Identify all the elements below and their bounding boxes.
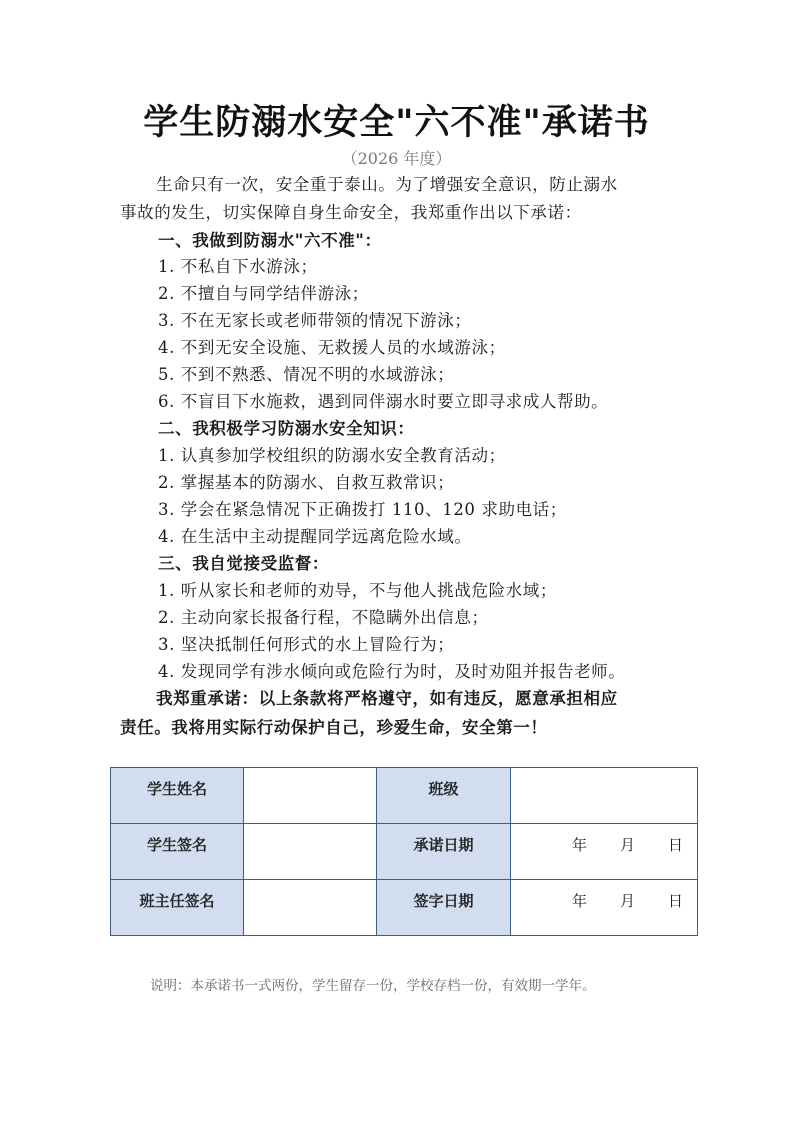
section1-item-2: 2. 不擅自与同学结伴游泳； bbox=[158, 284, 369, 303]
pledge-line-1: 我郑重承诺：以上条款将严格遵守，如有违反，愿意承担相应 bbox=[156, 689, 618, 708]
pledge-date-label: 承诺日期 bbox=[377, 824, 511, 880]
intro-line-2: 事故的发生，切实保障自身生命安全，我郑重作出以下承诺： bbox=[120, 203, 582, 222]
table-row bbox=[111, 824, 698, 880]
section1-item-5: 5. 不到不熟悉、情况不明的水域游泳； bbox=[158, 365, 455, 384]
class-field[interactable] bbox=[511, 768, 698, 824]
section3-item-1: 1. 听从家长和老师的劝导，不与他人挑战危险水域； bbox=[158, 581, 557, 600]
day-unit: 日 bbox=[668, 892, 684, 910]
section1-item-1: 1. 不私自下水游泳； bbox=[158, 257, 318, 276]
year-unit: 年 bbox=[572, 892, 588, 910]
section1-item-3: 3. 不在无家长或老师带领的情况下游泳； bbox=[158, 311, 472, 330]
day-unit: 日 bbox=[668, 836, 684, 854]
signature-table bbox=[110, 767, 698, 936]
section2-item-1: 1. 认真参加学校组织的防溺水安全教育活动； bbox=[158, 446, 506, 465]
intro-line-1: 生命只有一次，安全重于泰山。为了增强安全意识，防止溺水 bbox=[156, 175, 618, 194]
section1-item-4: 4. 不到无安全设施、无救援人员的水域游泳； bbox=[158, 338, 506, 357]
section2-item-4: 4. 在生活中主动提醒同学远离危险水域。 bbox=[158, 527, 472, 546]
student-name-label: 学生姓名 bbox=[111, 768, 244, 824]
student-signature-field[interactable] bbox=[244, 824, 377, 880]
sign-date-label: 签字日期 bbox=[377, 880, 511, 936]
class-label: 班级 bbox=[377, 768, 511, 824]
section3-item-4: 4. 发现同学有涉水倾向或危险行为时，及时劝阻并报告老师。 bbox=[158, 662, 626, 681]
pledge-date-field[interactable] bbox=[511, 824, 698, 880]
month-unit: 月 bbox=[620, 892, 636, 910]
sign-date-field[interactable] bbox=[511, 880, 698, 936]
student-signature-label: 学生签名 bbox=[111, 824, 244, 880]
table-row bbox=[111, 880, 698, 936]
student-name-field[interactable] bbox=[244, 768, 377, 824]
month-unit: 月 bbox=[620, 836, 636, 854]
section3-heading: 三、我自觉接受监督： bbox=[158, 554, 329, 573]
year-unit: 年 bbox=[572, 836, 588, 854]
section2-heading: 二、我积极学习防溺水安全知识： bbox=[158, 419, 415, 438]
section1-heading: 一、我做到防溺水"六不准"： bbox=[158, 231, 382, 250]
section3-item-2: 2. 主动向家长报备行程，不隐瞒外出信息； bbox=[158, 608, 489, 627]
section2-item-3: 3. 学会在紧急情况下正确拨打 110、120 求助电话； bbox=[158, 500, 567, 519]
footer-note: 说明：本承诺书一式两份，学生留存一份，学校存档一份，有效期一学年。 bbox=[150, 978, 596, 994]
table-row bbox=[111, 768, 698, 824]
teacher-signature-field[interactable] bbox=[244, 880, 377, 936]
document-year: （2026 年度） bbox=[341, 149, 452, 168]
teacher-signature-label: 班主任签名 bbox=[111, 880, 244, 936]
pledge-line-2: 责任。我将用实际行动保护自己，珍爱生命，安全第一！ bbox=[120, 718, 548, 737]
section3-item-3: 3. 坚决抵制任何形式的水上冒险行为； bbox=[158, 635, 455, 654]
section1-item-6: 6. 不盲目下水施救，遇到同伴溺水时要立即寻求成人帮助。 bbox=[158, 392, 609, 411]
section2-item-2: 2. 掌握基本的防溺水、自救互救常识； bbox=[158, 473, 455, 492]
document-title: 学生防溺水安全"六不准"承诺书 bbox=[143, 103, 650, 143]
